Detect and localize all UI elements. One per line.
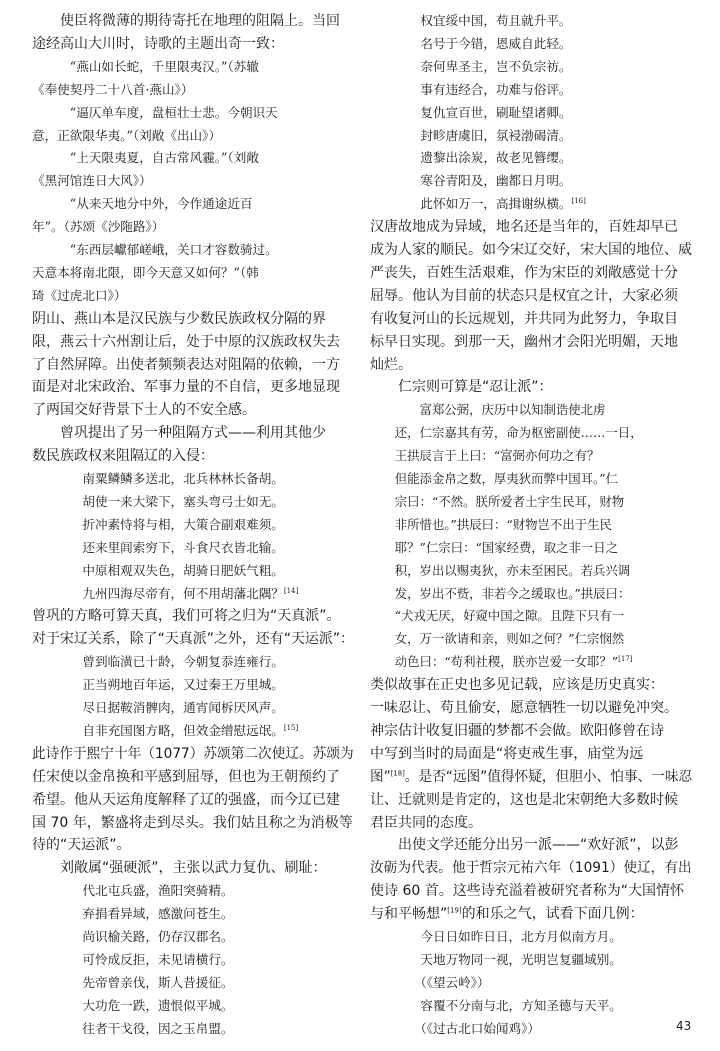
line-text: 《奉使契丹二十八首·燕山》） bbox=[32, 81, 194, 97]
line-text: 神宗估计收复旧疆的梦都不会做。欧阳修曾在诗 bbox=[370, 722, 664, 739]
line-text: 国 70 年，繁盛将走到尽头。我们姑且称之为消极等 bbox=[32, 814, 353, 831]
line-text: 非所惜也。”拱辰曰：“财物岂不出于生民 bbox=[370, 516, 612, 532]
line-text: 还，仁宗嘉其有劳，命为枢密副使……一日， bbox=[370, 425, 643, 441]
line-text: 九州四海尽帝有，何不用胡藩北隅？ bbox=[32, 585, 284, 601]
line-text: 琦《过虎北口》） bbox=[32, 287, 127, 303]
line-text: 富郑公弼，庆历中以知制诰使北虏 bbox=[370, 402, 606, 418]
line-text: 让、迁就则是肯定的，这也是北宋朝绝大多数时候 bbox=[370, 791, 678, 808]
line-text: 使臣将微薄的期待寄托在地理的阻隔上。当回 bbox=[32, 13, 340, 29]
line-text: 权宜绥中国，苟且就升平。 bbox=[370, 13, 572, 28]
line-text: 折冲素恃将与相，大策合副艰难须。 bbox=[32, 516, 284, 532]
line-text: 天地万物同一视，光明岂复疆域别。 bbox=[370, 951, 622, 967]
line-text: 面是对北宋政治、军事力量的不自信，更多地显现 bbox=[32, 379, 340, 396]
line-text: 容覆不分南与北，方知圣德与天平。 bbox=[370, 997, 622, 1013]
line-text: 中写到当时的局面是“将吏戒生事，庙堂为远 bbox=[370, 745, 644, 762]
line-text: 寒谷青阳及，幽都日月明。 bbox=[370, 173, 572, 189]
line-text: 图” bbox=[370, 768, 391, 785]
right-text-line bbox=[370, 329, 678, 355]
line-text: “从来天地分中外，今作通途近百 bbox=[32, 196, 253, 212]
line-text: 屈辱。他认为目前的状态只是权宜之计，大家必须 bbox=[370, 287, 678, 304]
line-text: 可怜成反拒，未见请横行。 bbox=[32, 951, 234, 967]
line-text: 途经高山大川时，诗歌的主题出奇一致： bbox=[32, 35, 284, 52]
line-text-continued: 。是否“远图”值得怀疑，但胆小、怕事、一味忍 bbox=[404, 768, 693, 785]
line-text: 有收复河山的长远规划，并共同为此努力，争取目 bbox=[370, 310, 678, 327]
line-text: 自非充国图方略，但效金缯慰远氓。 bbox=[32, 722, 284, 738]
line-text-continued: 的和乐之气，试看下面几例： bbox=[461, 906, 644, 923]
line-text: （《过古北口始闻鸡》） bbox=[370, 1020, 541, 1036]
line-text: 但能添金帛之数，厚夷狄而弊中国耳。”仁 bbox=[370, 471, 618, 486]
line-text: 耶？”仁宗曰：“国家经费，取之非一日之 bbox=[370, 539, 619, 555]
line-text: 成为人家的顺民。如今宋辽交好，宋大国的地位、威 bbox=[370, 242, 692, 258]
line-text: 正当朔地百年运，又过秦王万里城。 bbox=[32, 677, 284, 693]
line-text: 今日日如昨日日，北方月似南方月。 bbox=[370, 929, 622, 944]
line-text: 复仇宣百世，刷耻望诸卿。 bbox=[370, 104, 572, 120]
footnote-ref: [17] bbox=[618, 655, 633, 664]
line-text: 出使文学还能分出另一派——“欢好派”，以彭 bbox=[370, 837, 679, 854]
line-text: 与和平畅想” bbox=[370, 906, 448, 923]
footnote-ref: [14] bbox=[283, 586, 299, 595]
line-text: 还来里闾索穷下，斗食尺衣皆北输。 bbox=[32, 539, 284, 555]
line-text: 待的“天运派”。 bbox=[32, 837, 131, 854]
line-text: 使诗 60 首。这些诗充溢着被研究者称为“大国情怀 bbox=[370, 883, 684, 900]
line-text: 尚识榆关路，仍存汉郡名。 bbox=[32, 929, 234, 944]
line-text: 弃捐看异域，感激问苍生。 bbox=[32, 906, 234, 922]
line-text: 胡使一来大梁下，塞头弯弓士如无。 bbox=[32, 493, 284, 509]
line-text: 曾巩的方略可算天真，我们可将之归为“天真派”。 bbox=[32, 608, 341, 625]
line-text: 希望。他从天运角度解释了辽的强盛，而今辽已建 bbox=[32, 791, 340, 808]
line-text: 遗黎出涂炭，故老见簪缨。 bbox=[370, 150, 572, 166]
line-text: 阴山、燕山本是汉民族与少数民族政权分隔的界 bbox=[32, 310, 326, 327]
line-text: 一味忍让、苟且偷安，愿意牺牲一切以避免冲突。 bbox=[370, 700, 678, 716]
line-text: 代北屯兵盛，渔阳突骑精。 bbox=[32, 883, 234, 899]
line-text: 类似故事在正史也多见记载，应该是历史真实： bbox=[370, 677, 664, 694]
line-text: 大功危一跌，遗恨似平城。 bbox=[32, 997, 234, 1013]
line-text: “逼仄单车度，盘桓壮士悲。今朝识天 bbox=[32, 104, 278, 120]
line-text: 汉唐故地成为异域，地名还是当年的，百姓却早已 bbox=[370, 219, 678, 236]
line-text: 汝砺为代表。他于哲宗元祐六年（1091）使辽，有出 bbox=[370, 860, 692, 877]
line-text: 中原相观双失色，胡骑日肥妖气粗。 bbox=[32, 562, 284, 578]
line-text: 王拱辰言于上曰：“富弼亦何功之有？ bbox=[370, 448, 600, 464]
line-text: 此怀如万一，高揖谢纵横。 bbox=[370, 196, 572, 212]
line-text: 标早日实现。到那一天，幽州才会阳光明媚，天地 bbox=[370, 333, 678, 350]
footnote-ref: [18] bbox=[390, 769, 405, 778]
footnote-ref: [19] bbox=[447, 906, 462, 915]
line-text: 宗曰：“不然。朕所爱者土宇生民耳，财物 bbox=[370, 493, 625, 509]
line-text: 仁宗则可算是“忍让派”： bbox=[370, 379, 553, 396]
line-text: 天意本将南北限，即今天意又如何？”（韩 bbox=[32, 264, 259, 280]
line-text: 任宋使以金帛换和平感到屈辱，但也为王朝预约了 bbox=[32, 768, 340, 785]
line-text: 《黑河馆连日大风》） bbox=[32, 173, 152, 189]
line-text: 名号于今错，恩威自此轻。 bbox=[370, 35, 572, 51]
line-text: 积，岁出以赐夷狄，亦未至困民。若兵兴调 bbox=[370, 562, 631, 578]
line-text: 发，岁出不赀，非若今之缓取也。”拱辰曰： bbox=[370, 585, 631, 601]
line-text: 曾到临潢已十龄，今朝复忝连雍行。 bbox=[32, 654, 284, 670]
line-text: 女，万一欲请和亲，则如之何？”仁宗悯然 bbox=[370, 631, 625, 647]
line-text: 限，燕云十六州割让后，处于中原的汉族政权失去 bbox=[32, 333, 340, 350]
line-text: 刘敞属“强硬派”，主张以武力复仇、刷耻： bbox=[32, 860, 327, 877]
line-text: 君臣共同的态度。 bbox=[370, 814, 482, 831]
left-text-line bbox=[32, 1016, 234, 1042]
line-text: 灿烂。 bbox=[370, 356, 412, 373]
line-text: 年”。（苏颂《沙陁路》） bbox=[32, 219, 165, 235]
line-text: “犬戎无厌，好窥中国之隙。且陛下只有一 bbox=[370, 608, 625, 624]
line-text: 先帝曾亲伐，斯人昔援征。 bbox=[32, 974, 234, 990]
line-text: 封畛唐虞旧，氛祲渤碣清。 bbox=[370, 127, 572, 143]
line-text: 严丧失，百姓生活艰难，作为宋臣的刘敞感觉十分 bbox=[370, 264, 678, 281]
line-text: “东西层巘郁嵯峨，关口才容数骑过。 bbox=[32, 242, 278, 257]
line-text: 事有违经合，功难与俗评。 bbox=[370, 81, 572, 97]
line-text: （《望云岭》） bbox=[370, 974, 490, 990]
line-text: 南粟鳞鳞多送北，北兵林林长备胡。 bbox=[32, 471, 284, 486]
line-text: 对于宋辽关系，除了“天真派”之外，还有“天运派”： bbox=[32, 631, 355, 648]
line-text: 动色曰：“苟利社稷，朕亦岂爱一女耶？” bbox=[370, 654, 619, 670]
line-text: 了两国交好背景下士人的不安全感。 bbox=[32, 402, 256, 419]
footnote-ref: [16] bbox=[571, 197, 586, 205]
line-text: 意，正欲限华夷。”（刘敞《出山》） bbox=[32, 127, 222, 143]
line-text: 了自然屏障。出使者频频表达对阻隔的依赖，一方 bbox=[32, 356, 340, 373]
line-text: 曾巩提出了另一种阻隔方式——利用其他少 bbox=[32, 425, 326, 442]
line-text: “上天限夷夏，自古常风霾。”（刘敞 bbox=[32, 150, 259, 166]
line-text: “燕山如长蛇，千里限夷汉。”（苏辙 bbox=[32, 58, 259, 74]
line-text: 数民族政权来阻隔辽的入侵： bbox=[32, 448, 214, 465]
line-text: 此诗作于熙宁十年（1077）苏颂第二次使辽。苏颂为 bbox=[32, 745, 354, 762]
footnote-ref: [15] bbox=[283, 723, 299, 732]
line-text: 往者干戈役，因之玉帛盟。 bbox=[32, 1020, 234, 1036]
page-number: 43 bbox=[676, 1019, 692, 1033]
line-text: 奈何卑圣主，岂不负宗祊。 bbox=[370, 58, 572, 74]
line-text: 尽日据鞍消髀肉，通宵闻柝厌风声。 bbox=[32, 700, 284, 715]
right-text-line bbox=[370, 1016, 540, 1042]
